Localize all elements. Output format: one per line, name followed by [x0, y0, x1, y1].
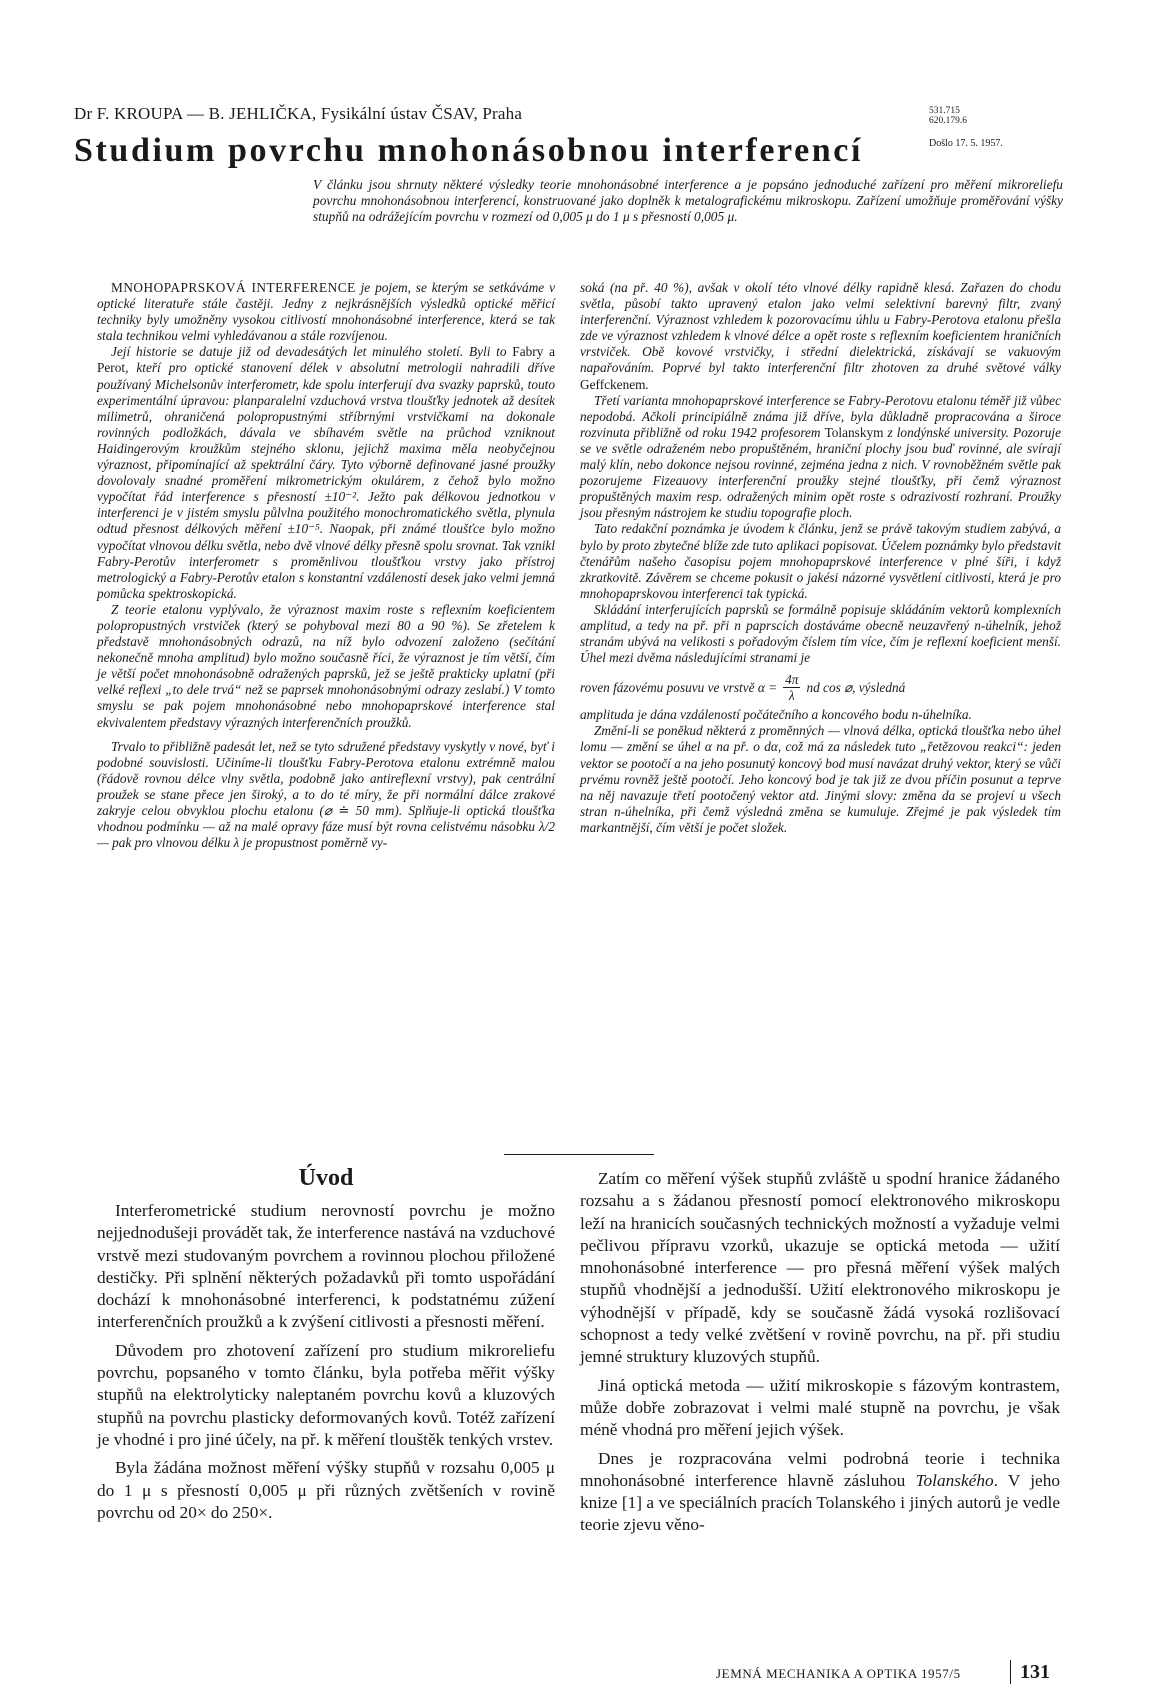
editorial-paragraph: Tato redakční poznámka je úvodem k článku, jenž se právě takovým studiem zabývá, a bylo by proto zbytečné blíže zde tuto aplikaci popisovat. Účelem poznámky bylo představit čtenářům našeho časopisu pojem mnohopaprskové interference v plné šíři, i když zkratkovitě. Závěrem se chceme pokusit o jakési názorné vysvětlení citlivosti, která je pro mnohopaprskovou interferenci tak typická.	[580, 521, 1061, 601]
paragraph-text: z londýnské university. Pozoruje se ve světle odraženém nebo propuštěném, hraniční plochy jsou buď rovinné, ale svírají malý klín, nebo dokonce nejsou rovinné, zejména jedna z nich. V rovnoběžném světle pak pozorujeme Fizeauovy interferenční proužky stejné tloušťky, při čemž výraznost propuštěných maxim resp. odražených minim opět roste s odrazivostí rozhraní. Proužky jsou přesným nástrojem ke studiu topografie ploch.	[580, 424, 1061, 521]
body-paragraph: Byla žádána možnost měření výšky stupňů v rozsahu 0,005 μ do 1 μ s přesností 0,005 μ při různých zvětšeních v rovině povrchu od 20× do 250×.	[97, 1458, 555, 1522]
article-title: Studium povrchu mnohonásobnou interferencí	[74, 132, 864, 169]
body-paragraph	[580, 1448, 1060, 1537]
paragraph-text: Její historie se datuje již od devadesátých let minulého století. Byli to	[111, 344, 513, 360]
paragraph-text: soká (na př. 40 %), avšak v okolí této vlnové délky rapidně klesá. Zařazen do chodu světla, působí takto upravený etalon jako velmi selektivní barevný filtr, zvaný interferenční. Výraznost vzhledem k pozorovacímu úhlu u Fabry-Perotova etalonu přešla zde ve výraznost vzhledem k vlnové délce a opět roste s reflexním koeficientem hraničních vrstviček. Obě kovové vrstvičky, i střední dielektrická, získávají se vakuovým napařováním. Poprvé byl takto interferenční filtr zhotoven za druhé světové války	[580, 280, 1061, 376]
section-divider	[504, 1154, 654, 1155]
body-paragraph: Interferometrické studium nerovností povrchu je možno nejjednodušeji provádět tak, že interference nastává na vzduchové vrstvě mezi studovaným povrchem a rovinnou plochou přiložené destičky. Při splnění některých požadavků při tomto uspořádání dochází k mnohonásobné interferenci, k podstatnému zúžení interferenčních proužků a k zvýšení citlivosti a přesnosti měření.	[97, 1201, 555, 1332]
phase-formula	[580, 672, 1061, 703]
editorial-paragraph: Z teorie etalonu vyplývalo, že výraznost maxim roste s reflexním koeficientem polopropustných vrstviček (který se pohyboval mezi 80 a 90 %). Se zřetelem k představě mnohonásobných odrazů, na níž bylo odvození založeno (sečítání nekonečně mnoha amplitud) bylo možno současně říci, že výraznost je tím větší, čím je větší počet mnohonásobně odražených paprsků, jež se ještě prakticky uplatní (při velké reflexi „to dele trvá“ než se paprsek mnohonásobnými odrazy zeslabí.) V tomto smyslu se pak pojem mnohonásobné nebo mnohopaprskové interference stal ekvivalentem představy výrazných interferenčních proužků.	[97, 601, 555, 730]
formula-text: roven fázovému posuvu ve vrstvě α =	[580, 679, 778, 695]
formula-text: nd cos ⌀, výsledná	[806, 679, 906, 695]
body-paragraph: Důvodem pro zhotovení zařízení pro studium mikroreliefu povrchu, popsaného v tomto článku, byla potřeba měřit výšky stupňů na elektrolyticky naleptaném povrchu kovů a kluzových stupňů na povrchu plasticky deformovaných kovů. Totéž zařízení je vhodné i pro jiné účely, na př. k měření tlouštěk tenkých vrstev.	[97, 1340, 555, 1449]
body-left-column	[97, 1200, 555, 1524]
paragraph-text: Dnes je rozpracována velmi podrobná teorie i technika mnohonásobné interference hlavně zásluhou	[580, 1448, 1060, 1490]
body-paragraph: Zatím co měření výšek stupňů zvláště u spodní hranice žádaného rozsahu a s žádanou přesností pomocí elektronového mikroskopu leží na hranicích současných technických možností a vyžaduje velmi pečlivou přípravu vzorků, ukazuje se optická metoda — užití mnohonásobné interference — pro přesná měření výšek malých stupňů vhodnější a jednodušší. Užití elektronového mikroskopu je výhodnější v případě, kdy se současně žádá vysoká rozlišovací schopnost a tedy velké zvětšení v rovině povrchu, na př. při studiu jemné struktury kluzových stupňů.	[580, 1169, 1060, 1367]
footer-separator	[1010, 1660, 1011, 1684]
formula-fraction	[783, 672, 800, 703]
journal-footer: JEMNÁ MECHANIKA A OPTIKA 1957/5	[716, 1666, 961, 1681]
person-name: Fabry a Perot	[97, 344, 555, 376]
editorial-paragraph	[97, 280, 555, 344]
abstract: V článku jsou shrnuty některé výsledky teorie mnohonásobné interference a je popsáno jednoduché zařízení pro měření mikroreliefu povrchu mnohonásobnou interferencí, konstruované jako doplněk k metalografickému mikroskopu. Zařízení umožňuje proměřování výšky stupňů na odrážejícím povrchu v rozmezí od 0,005 μ do 1 μ s přesností 0,005 μ.	[313, 177, 1063, 224]
fraction-denominator: λ	[788, 688, 795, 704]
lead-words: MNOHOPAPRSKOVÁ INTERFERENCE	[111, 280, 356, 295]
received-date: Došlo 17. 5. 1957.	[929, 138, 1003, 149]
editorial-paragraph	[580, 393, 1061, 522]
udc-code-1: 531.715	[929, 106, 960, 116]
person-name: Tolanského	[915, 1470, 994, 1490]
editorial-note-left-column	[97, 280, 555, 851]
editorial-paragraph: amplituda je dána vzdáleností počátečního a koncového bodu n-úhelníka.	[580, 707, 972, 723]
editorial-paragraph	[580, 280, 1061, 393]
editorial-paragraph: Trvalo to přibližně padesát let, než se tyto sdružené představy vyskytly v nové, byť i podobné souvislosti. Učiníme-li tloušťku Fabry-Perotova etalonu extrémně malou (řádově rovnou délce vlny světla, podobně jako antireflexní vrstvy), pak centrální proužek se stane přece jen široký, a to do té míry, že při normální dálce zrakové zakryje celou obvyklou plochu etalonu (⌀ ≐ 50 mm). Splňuje-li optická tloušťka vhodnou podmínku — až na malé opravy fáze musí být rovna celistvému násobku λ/2 — pak pro vlnovou délku λ je propustnost poměrně vy-	[97, 738, 555, 851]
author-line: Dr F. KROUPA — B. JEHLIČKA, Fysikální ústav ČSAV, Praha	[74, 104, 523, 123]
udc-code-2: 620.179.6	[929, 116, 967, 126]
section-heading: Úvod	[298, 1165, 354, 1191]
page-number: 131	[1020, 1661, 1050, 1683]
paragraph-text: . V jeho knize [1] a ve speciálních pracích Tolanského i jiných autorů je vedle teorie zjevu věno-	[580, 1470, 1060, 1535]
editorial-paragraph: Změní-li se poněkud některá z proměnných — vlnová délka, optická tloušťka nebo úhel lomu — změní se úhel α na př. o dα, což má za následek tuto „řetězovou reakci“: jeden vektor se pootočí a na jeho posunutý koncový bod musí navázat druhý vektor, který se vůči prvému rovněž ještě pootočí. Jeho koncový bod je tak již ze dvou příčin posunut a teprve na něj navazuje třetí pootočený vektor atd. Jinými slovy: změna da se projeví u všech stran n-úhelníka, při čemž výsledná změna se kumuluje. Zřejmé je pak výsledek tím markantnější, čím větší je počet složek.	[580, 723, 1061, 835]
editorial-paragraph: Skládání interferujících paprsků se formálně popisuje skládáním vektorů komplexních amplitud, a tedy na př. při n paprscích dostáváme obecně neuzavřený n-úhelník, jehož stranám ubývá na velikosti s pořadovým číslem tím více, čím je reflexní koeficient menší. Úhel mezi dvěma následujícími stranami je	[580, 601, 1061, 666]
body-right-column	[580, 1168, 1060, 1537]
paragraph-text: .	[645, 376, 649, 392]
person-name: Tolanskym	[824, 424, 884, 440]
udc-classification	[929, 106, 967, 126]
body-paragraph: Jiná optická metoda — užití mikroskopie s fázovým kontrastem, může dobře zobrazovat i velmi malé stupně na povrchu, je však méně vhodná pro měření jejich výšek.	[580, 1375, 1060, 1440]
editorial-paragraph	[97, 344, 555, 602]
paragraph-text: je pojem, se kterým se setkáváme v optické literatuře stále častěji. Jedny z nejkrásnějších výsledků optické měřicí techniky byly umožněny vysokou citlivostí mnohonásobné interference, která se tak stala technikou velmi vyhledávanou a stále rozvíjenou.	[97, 280, 555, 344]
paragraph-text: Třetí varianta mnohopaprskové interference se Fabry-Perotovu etalonu téměř již vůbec nepodobá. Ačkoli principiálně známa již dříve, byla důkladně propracována a široce rozvinuta přibližně od roku 1942 profesorem	[580, 392, 1061, 440]
person-name: Geffckenem	[580, 376, 646, 392]
editorial-note-right-column	[580, 280, 1061, 836]
paragraph-text: , kteří pro optické stanovení délek v absolutní metrologii nahradili dříve používaný Michelsonův interferometr, kde spolu interferují dva svazky paprsků, touto experimentální úpravou: planparalelní vzduchová vrstva tloušťky jednotek až desítek milimetrů, ohraničená polopropustnými stříbrnými vrstvičkami na dokonale rovinných podložkách, dávala ve sbíhavém světle na průchod vzniknout Haidingerovým kroužkům stejného sklonu, jejichž maxima měla neobyčejnou výraznost, připomínající až spektrální čáry. Tyto výborně definované jasné proužky dovolovaly snadné proměření mikrometrickým okulárem, z čehož bylo možno vypočítat řád interference s přesností ±10⁻². Ježto pak délkovou jednotkou v interferenci je v jistém smyslu půlvlna použitého monochromatického světla, plynula odtud přesnost délkových měření ±10⁻⁵. Naopak, při známé tloušťce bylo možno vypočítat vlnovou délku světla, nebo dvě vlnové délky přesně spolu srovnat. Tak vznikl Fabry-Perotův interferometr s proměnlivou tloušťkou vrstvy jako přístroj metrologický a Fabry-Perotův etalon s konstantní vzdáleností desek jako velmi jemná pomůcka spektroskopická.	[97, 360, 555, 601]
fraction-numerator: 4π	[785, 672, 799, 688]
